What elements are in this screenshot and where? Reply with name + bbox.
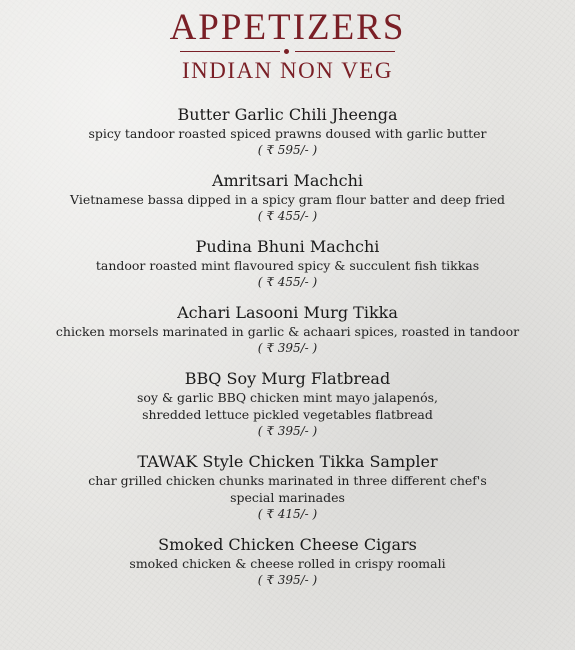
item-name: Butter Garlic Chili Jheenga — [177, 105, 398, 124]
menu-item — [0, 303, 575, 356]
menu-header — [0, 8, 575, 84]
menu-item — [0, 105, 575, 158]
divider-line-left — [180, 51, 280, 52]
title-divider — [180, 48, 395, 56]
menu-item — [0, 369, 575, 439]
item-description: soy & garlic BBQ chicken mint mayo jalapenós, — [136, 390, 439, 405]
item-name: Smoked Chicken Cheese Cigars — [158, 535, 417, 554]
item-name: Pudina Bhuni Machchi — [195, 237, 380, 256]
item-name: Amritsari Machchi — [211, 171, 364, 190]
menu-item-list — [0, 105, 575, 601]
item-description: Vietnamese bassa dipped in a spicy gram flour batter and deep fried — [70, 192, 505, 207]
section-subtitle: INDIAN NON VEG — [182, 58, 393, 83]
item-description: smoked chicken & cheese rolled in crispy roomali — [129, 556, 446, 571]
item-price: ( ₹ 595/- ) — [257, 143, 318, 157]
item-description: char grilled chicken chunks marinated in three different chef's — [88, 473, 487, 488]
item-description: chicken morsels marinated in garlic & achaari spices, roasted in tandoor — [55, 324, 520, 339]
menu-item — [0, 171, 575, 224]
item-name: BBQ Soy Murg Flatbread — [184, 369, 391, 388]
item-description: spicy tandoor roasted spiced prawns doused with garlic butter — [88, 126, 487, 141]
item-description: tandoor roasted mint flavoured spicy & succulent fish tikkas — [95, 258, 480, 273]
section-title: APPETIZERS — [169, 7, 406, 48]
menu-item — [0, 237, 575, 290]
item-price: ( ₹ 455/- ) — [257, 275, 318, 289]
menu-item — [0, 535, 575, 588]
item-name: Achari Lasooni Murg Tikka — [177, 303, 398, 322]
item-price: ( ₹ 415/- ) — [257, 507, 318, 521]
item-price: ( ₹ 395/- ) — [257, 424, 318, 438]
item-description: shredded lettuce pickled vegetables flatbread — [142, 407, 433, 422]
divider-line-right — [295, 51, 395, 52]
item-price: ( ₹ 395/- ) — [257, 341, 318, 355]
divider-dot-icon — [284, 49, 289, 54]
item-price: ( ₹ 455/- ) — [257, 209, 318, 223]
item-name: TAWAK Style Chicken Tikka Sampler — [137, 452, 438, 471]
item-price: ( ₹ 395/- ) — [257, 573, 318, 587]
menu-item — [0, 452, 575, 522]
item-description: special marinades — [230, 490, 345, 505]
